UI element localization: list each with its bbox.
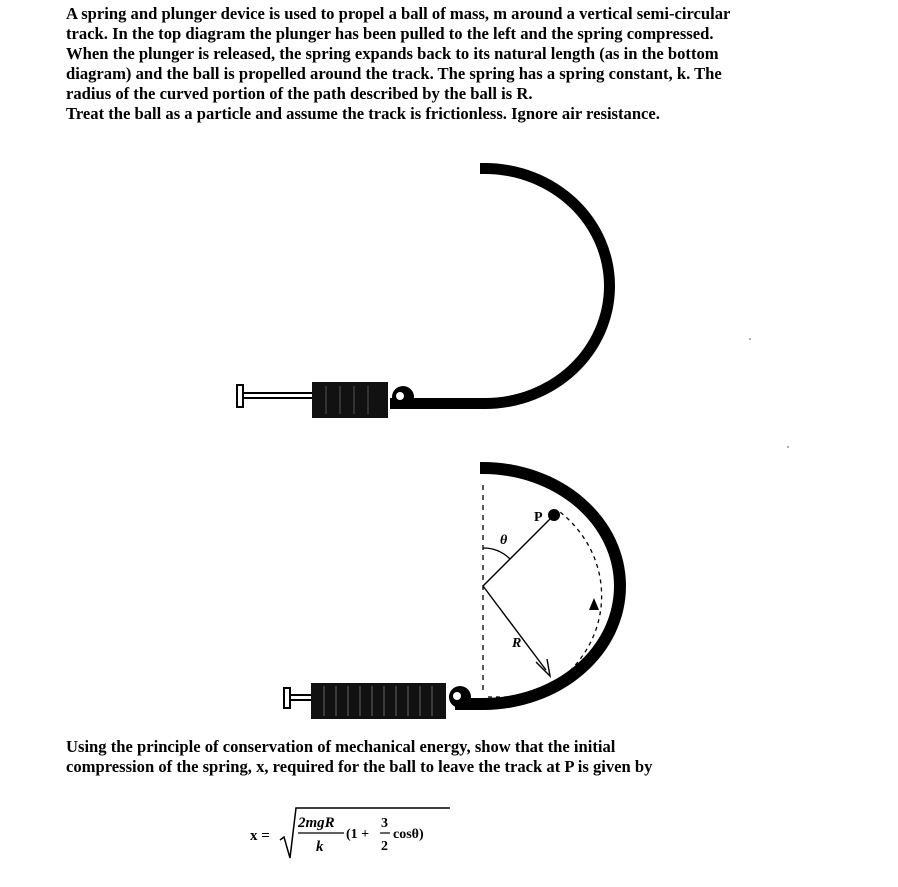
intro-line-2: track. In the top diagram the plunger has been pulled to the left and the spring compressed.: [66, 24, 714, 43]
question-line-1: Using the principle of conservation of mechanical energy, show that the initial: [66, 737, 616, 756]
formula-denominator: k: [316, 839, 324, 855]
label-theta: θ: [500, 533, 508, 548]
formula-lhs: x =: [250, 828, 270, 844]
formula-numerator: 2mgR: [298, 815, 335, 831]
theta-arc: [483, 548, 510, 559]
radius-to-p: [483, 517, 552, 586]
label-p: P: [534, 510, 543, 525]
formula-tail: cosθ): [393, 827, 424, 842]
top-diagram: [237, 163, 615, 418]
ball-at-p: [548, 509, 560, 521]
ball-path-dashed: [530, 512, 602, 697]
path-arrow: [589, 598, 599, 610]
top-track: [390, 163, 615, 409]
radius-r-line: [483, 586, 546, 670]
intro-line-1: A spring and plunger device is used to propel a ball of mass, m around a vertical semi-circular: [66, 4, 731, 23]
formula: [250, 806, 470, 866]
bottom-track: [455, 462, 626, 710]
bottom-diagram: [284, 462, 626, 719]
label-r: R: [512, 636, 522, 651]
formula-frac-num: 3: [381, 816, 388, 831]
intro-line-5: radius of the curved portion of the path described by the ball is R.: [66, 84, 533, 103]
bottom-plunger-handle: [284, 688, 290, 708]
question-text: [66, 737, 786, 777]
top-plunger-handle: [237, 385, 243, 407]
formula-frac-den: 2: [381, 839, 388, 854]
top-spring: [312, 382, 388, 418]
formula-open: (1 +: [346, 827, 370, 842]
intro-line-3: When the plunger is released, the spring expands back to its natural length (as in the bottom: [66, 44, 719, 63]
intro-line-4: diagram) and the ball is propelled around the track. The spring has a spring constant, k. The: [66, 64, 722, 83]
bottom-spring: [311, 683, 446, 719]
intro-line-6: Treat the ball as a particle and assume the track is frictionless. Ignore air resistance.: [66, 104, 660, 123]
question-line-2: compression of the spring, x, required for the ball to leave the track at P is given by: [66, 757, 653, 776]
